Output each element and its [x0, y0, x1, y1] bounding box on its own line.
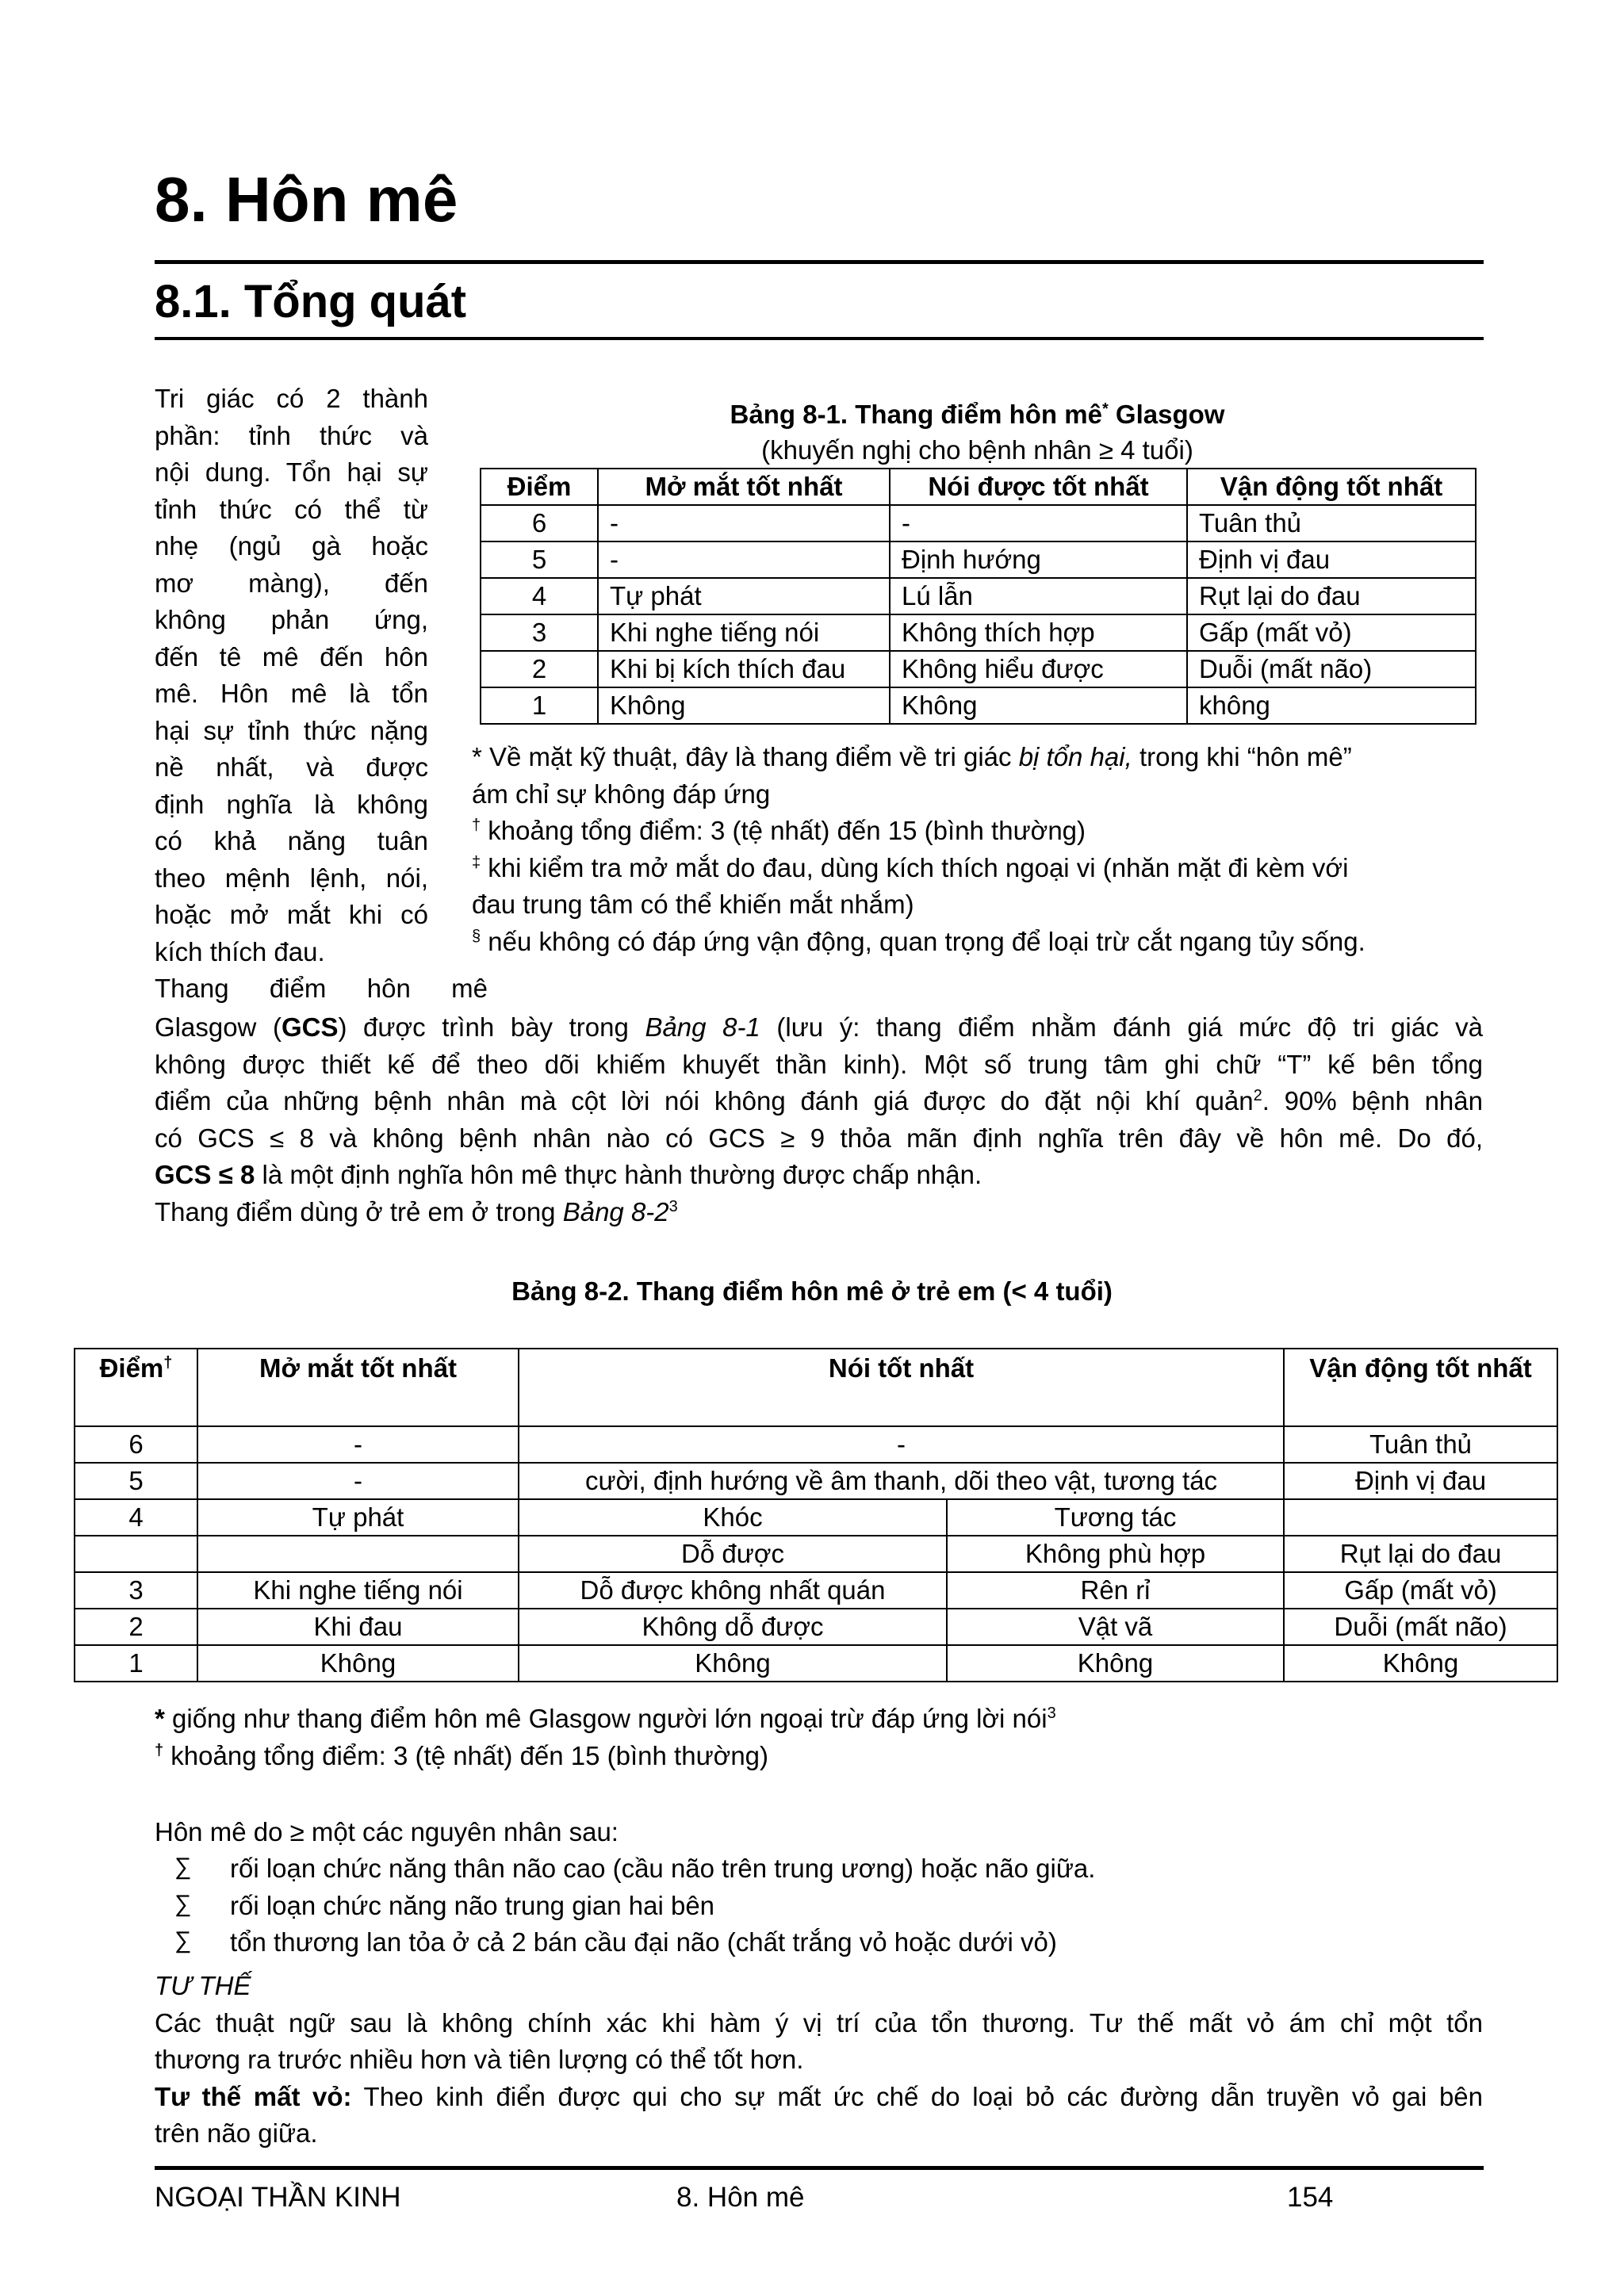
- cell-verbal: -: [519, 1426, 1284, 1463]
- cell-motor: Rụt lại do đau: [1187, 578, 1476, 614]
- cell-motor: [1284, 1499, 1557, 1536]
- cell-score: 1: [75, 1645, 197, 1682]
- table-row: [481, 505, 1476, 541]
- cell-score: 3: [481, 614, 598, 651]
- cell-verbal-b: Không phù hợp: [947, 1536, 1284, 1572]
- cell-motor: Duỗi (mất não): [1187, 651, 1476, 687]
- side-text-line: nội dung. Tổn hại sự: [155, 457, 428, 487]
- cell-score: 6: [75, 1426, 197, 1463]
- header-score: Điểm: [481, 469, 598, 505]
- bullet-icon: ∑: [174, 1927, 192, 1954]
- posture-heading: TƯ THẾ: [155, 1971, 251, 2000]
- cell-verbal: Không thích hợp: [890, 614, 1187, 651]
- side-text-line: hoặc mở mắt khi có: [155, 900, 428, 929]
- cell-motor: không: [1187, 687, 1476, 724]
- cell-verbal: cười, định hướng về âm thanh, dõi theo vật, tương tác: [519, 1463, 1284, 1499]
- table2-notes: [155, 1701, 1483, 1774]
- cell-verbal-b: Tương tác: [947, 1499, 1284, 1536]
- table-row: [75, 1499, 1557, 1536]
- cell-eye: Khi nghe tiếng nói: [197, 1572, 519, 1609]
- header-score: Điểm†: [75, 1349, 197, 1426]
- cell-verbal-b: Không: [947, 1645, 1284, 1682]
- side-text-line: phần: tỉnh thức và: [155, 420, 428, 450]
- cell-motor: Gấp (mất vỏ): [1187, 614, 1476, 651]
- bullet-icon: ∑: [174, 1854, 192, 1880]
- cause-item: rối loạn chức năng não trung gian hai bên: [230, 1890, 715, 1920]
- cell-eye: -: [598, 541, 890, 578]
- table1-notes: [472, 739, 1487, 960]
- para-line-3: điểm của những bệnh nhân mà cột lời nói không đánh giá được do đặt nội khí quản$^2$. 90% bệnh nhân: [155, 1086, 1483, 1115]
- cell-motor: Định vị đau: [1187, 541, 1476, 578]
- cell-motor: Gấp (mất vỏ): [1284, 1572, 1557, 1609]
- cell-eye: Tự phát: [598, 578, 890, 614]
- cell-score: 2: [75, 1609, 197, 1645]
- header-motor: Vận động tốt nhất: [1187, 469, 1476, 505]
- cell-score: 6: [481, 505, 598, 541]
- footer-page-number: 154: [1287, 2182, 1334, 2213]
- cell-score: 4: [75, 1499, 197, 1536]
- cell-score: 4: [481, 578, 598, 614]
- posture-p1-line2: thương ra trước nhiều hơn và tiên lượng có thể tốt hơn.: [155, 2045, 804, 2074]
- side-text-line: Tri giác có 2 thành: [155, 384, 428, 413]
- cause-item: rối loạn chức năng thân não cao (cầu não trên trung ương) hoặc não giữa.: [230, 1854, 1096, 1883]
- table-row: [75, 1536, 1557, 1572]
- table1-note-2: † khoảng tổng điểm: 3 (tệ nhất) đến 15 (bình thường): [472, 816, 1086, 845]
- cell-motor: Tuân thủ: [1284, 1426, 1557, 1463]
- glasgow-table: [480, 468, 1477, 725]
- table1-caption: Bảng 8-1. Thang điểm hôn mê* Glasgow: [730, 400, 1225, 429]
- para-line-5: GCS ≤ 8 là một định nghĩa hôn mê thực hành thường được chấp nhận.: [155, 1160, 982, 1189]
- cell-eye: Không: [197, 1645, 519, 1682]
- side-text-line: nhẹ (ngủ gà hoặc: [155, 531, 428, 561]
- cell-verbal: Không: [890, 687, 1187, 724]
- cause-item: tổn thương lan tỏa ở cả 2 bán cầu đại não (chất trắng vỏ hoặc dưới vỏ): [230, 1927, 1057, 1957]
- cell-motor: Duỗi (mất não): [1284, 1609, 1557, 1645]
- table1-subcaption: (khuyến nghị cho bệnh nhân ≥ 4 tuổi): [761, 435, 1193, 465]
- table-row: [481, 687, 1476, 724]
- cell-eye: Khi đau: [197, 1609, 519, 1645]
- gcs-paragraph: [155, 1009, 1483, 1230]
- table-row: [481, 614, 1476, 651]
- header-eye: Mở mắt tốt nhất: [197, 1349, 519, 1426]
- cell-verbal: Lú lẫn: [890, 578, 1187, 614]
- table-row: [75, 1609, 1557, 1645]
- posture-p1-line1: Các thuật ngữ sau là không chính xác khi hàm ý vị trí của tổn thương. Tư thế mất vỏ ám chỉ một tổn: [155, 2007, 1483, 2038]
- table1-note-3: ‡ khi kiểm tra mở mắt do đau, dùng kích thích ngoại vi (nhăn mặt đi kèm với: [472, 852, 1349, 882]
- cell-verbal: Không hiểu được: [890, 651, 1187, 687]
- header-verbal: Nói được tốt nhất: [890, 469, 1187, 505]
- cell-motor: Rụt lại do đau: [1284, 1536, 1557, 1572]
- posture-p2-line2: trên não giữa.: [155, 2118, 318, 2148]
- section-title: 8.1. Tổng quát: [155, 276, 467, 327]
- cell-verbal: Định hướng: [890, 541, 1187, 578]
- side-text-line: tỉnh thức có thể từ: [155, 494, 428, 524]
- footer-chapter: 8. Hôn mê: [676, 2182, 805, 2213]
- footer-rule: [155, 2166, 1484, 2170]
- cell-eye: -: [197, 1463, 519, 1499]
- side-text-line: theo mệnh lệnh, nói,: [155, 863, 428, 893]
- footer-book-title: NGOẠI THẦN KINH: [155, 2182, 401, 2213]
- cell-eye: Tự phát: [197, 1499, 519, 1536]
- cell-score: 5: [481, 541, 598, 578]
- side-text-line: đến tê mê đến hôn: [155, 641, 428, 672]
- posture-section: [155, 1968, 1483, 2152]
- side-text-line: mơ màng), đến: [155, 568, 428, 598]
- cell-verbal-a: Không: [519, 1645, 947, 1682]
- table-row: [75, 1572, 1557, 1609]
- side-text-line: định nghĩa là không: [155, 789, 428, 819]
- table1-note-1-cont: ám chỉ sự không đáp ứng: [472, 779, 771, 809]
- table1-note-1: * Về mặt kỹ thuật, đây là thang điểm về tri giác bị tổn hại, trong khi “hôn mê”: [472, 742, 1352, 771]
- side-text-line: kích thích đau.: [155, 936, 325, 966]
- side-text-line: có khả năng tuân: [155, 826, 428, 855]
- header-eye: Mở mắt tốt nhất: [598, 469, 890, 505]
- chapter-title: 8. Hôn mê: [155, 164, 458, 235]
- side-text-line: mê. Hôn mê là tổn: [155, 679, 428, 708]
- header-motor: Vận động tốt nhất: [1284, 1349, 1557, 1426]
- bullet-icon: ∑: [174, 1890, 192, 1917]
- table1-note-4: § nếu không có đáp ứng vận động, quan trọng để loại trừ cắt ngang tủy sống.: [472, 926, 1365, 956]
- side-text-line: hại sự tỉnh thức nặng: [155, 715, 428, 745]
- cell-eye: Khi nghe tiếng nói: [598, 614, 890, 651]
- cell-verbal-a: Không dỗ được: [519, 1609, 947, 1645]
- cell-motor: Định vị đau: [1284, 1463, 1557, 1499]
- cell-verbal-b: Rên rỉ: [947, 1572, 1284, 1609]
- table-row: [481, 541, 1476, 578]
- table2-caption: Bảng 8-2. Thang điểm hôn mê ở trẻ em (< 4 tuổi): [511, 1276, 1113, 1306]
- pediatric-coma-table: [74, 1348, 1558, 1682]
- cell-score: 3: [75, 1572, 197, 1609]
- table-row: [75, 1463, 1557, 1499]
- side-text-line: nề nhất, và được: [155, 752, 428, 782]
- cell-eye: [197, 1536, 519, 1572]
- cell-score: 5: [75, 1463, 197, 1499]
- cell-score: [75, 1536, 197, 1572]
- table2-note-1: * giống như thang điểm hôn mê Glasgow người lớn ngoại trừ đáp ứng lời nói$^3$: [155, 1704, 1056, 1733]
- cell-verbal-b: Vật vã: [947, 1609, 1284, 1645]
- cell-verbal-a: Dỗ được: [519, 1536, 947, 1572]
- table-header-row: [75, 1349, 1557, 1426]
- posture-p2-line1: Tư thế mất vỏ: Theo kinh điển được qui cho sự mất ức chế do loại bỏ các đường dẫn truyền vỏ gai bên: [155, 2081, 1483, 2111]
- table-row: [481, 651, 1476, 687]
- para-line-1: Glasgow (GCS) được trình bày trong Bảng 8-1 (lưu ý: thang điểm nhằm đánh giá mức độ tri giác và: [155, 1012, 1483, 1042]
- cell-eye: Không: [598, 687, 890, 724]
- table-row: [75, 1645, 1557, 1682]
- cell-motor: Tuân thủ: [1187, 505, 1476, 541]
- cell-verbal-a: Dỗ được không nhất quán: [519, 1572, 947, 1609]
- table-row: [75, 1426, 1557, 1463]
- para-line-2: không được thiết kế để theo dõi khiếm khuyết thần kinh). Một số trung tâm ghi chữ “T” kế bên tổng: [155, 1049, 1483, 1079]
- table2-note-2: † khoảng tổng điểm: 3 (tệ nhất) đến 15 (bình thường): [155, 1740, 769, 1770]
- section-rule: [155, 337, 1484, 340]
- cell-eye: Khi bị kích thích đau: [598, 651, 890, 687]
- table-row: [481, 578, 1476, 614]
- causes-intro: Hôn mê do ≥ một các nguyên nhân sau:: [155, 1817, 619, 1846]
- cell-verbal: -: [890, 505, 1187, 541]
- side-text-line: Thang điểm hôn mê: [155, 974, 488, 1003]
- table1-note-3-cont: đau trung tâm có thể khiến mắt nhắm): [472, 890, 914, 919]
- cell-eye: -: [598, 505, 890, 541]
- para-line-4: có GCS ≤ 8 và không bệnh nhân nào có GCS ≥ 9 thỏa mãn định nghĩa trên đây về hôn mê. Do đó,: [155, 1123, 1483, 1153]
- para-line-6: Thang điểm dùng ở trẻ em ở trong Bảng $8-2^3$: [155, 1196, 678, 1226]
- table-header-row: [481, 469, 1476, 505]
- cell-score: 2: [481, 651, 598, 687]
- cell-eye: -: [197, 1426, 519, 1463]
- side-text-line: không phản ứng,: [155, 605, 428, 634]
- cell-score: 1: [481, 687, 598, 724]
- header-verbal: Nói tốt nhất: [519, 1349, 1284, 1426]
- cell-motor: Không: [1284, 1645, 1557, 1682]
- cell-verbal-a: Khóc: [519, 1499, 947, 1536]
- chapter-rule: [155, 260, 1484, 264]
